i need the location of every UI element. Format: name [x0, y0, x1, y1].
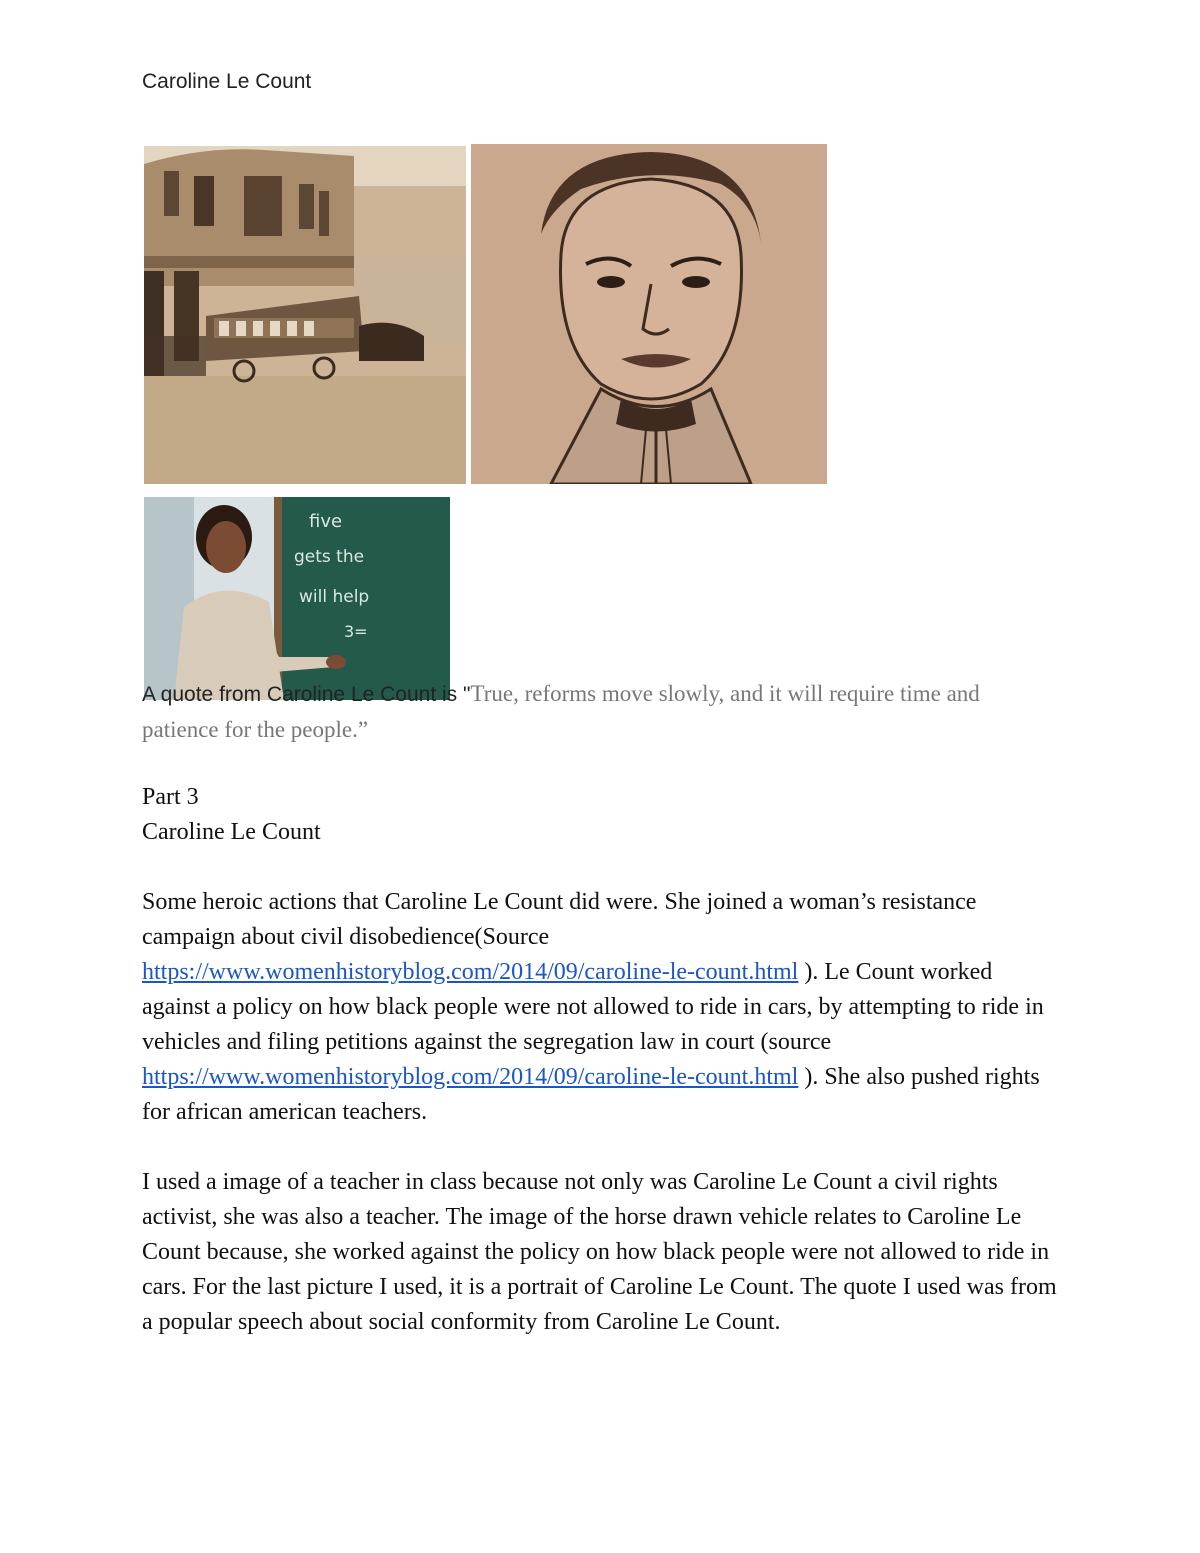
teacher-image — [144, 497, 450, 700]
page-title: Caroline Le Count — [142, 70, 312, 93]
part-heading: Part 3 — [142, 784, 199, 810]
quote-lead: A quote from Caroline Le Count is " — [142, 683, 471, 706]
quote-block — [142, 676, 1042, 747]
source-link-1[interactable]: https://www.womenhistoryblog.com/2014/09/caroline-le-count.html — [142, 959, 799, 985]
svg-text:five: five — [309, 511, 343, 532]
portrait-image — [471, 144, 827, 484]
svg-text:3=: 3= — [344, 622, 368, 641]
paragraph-image-explanation: I used a image of a teacher in class because not only was Caroline Le Count a civil rights activist, she was also a teacher. The image of the horse drawn vehicle relates to Caroline Le Count because, she worked against the policy on how black people were not allowed to ride in cars. For the last picture I used, it is a portrait of Caroline Le Count. The quote I used was from a popular speech about social conformity from Caroline Le Count. — [142, 1169, 1057, 1335]
quote-text: True, reforms move slowly, and it will require time and patience for the people.” — [142, 681, 980, 742]
part-subheading: Caroline Le Count — [142, 819, 321, 845]
horse-drawn-vehicle-image — [144, 146, 466, 484]
svg-text:will help: will help — [299, 587, 370, 607]
paragraph1-text-1: Some heroic actions that Caroline Le Count did were. She joined a woman’s resistance campaign about civil disobedience(Source — [142, 889, 977, 950]
paragraph1-text-3: ). She also pushed rights for african american teachers. — [142, 1064, 1040, 1125]
paragraph-heroic-actions — [142, 885, 1062, 1130]
svg-text:gets the: gets the — [294, 547, 365, 567]
essay-body — [142, 780, 1062, 1340]
source-link-2[interactable]: https://www.womenhistoryblog.com/2014/09/caroline-le-count.html — [142, 1064, 799, 1090]
paragraph1-text-2: ). Le Count worked against a policy on how black people were not allowed to ride in cars, by attempting to ride in vehicles and filing petitions against the segregation law in court (source — [142, 959, 1044, 1055]
